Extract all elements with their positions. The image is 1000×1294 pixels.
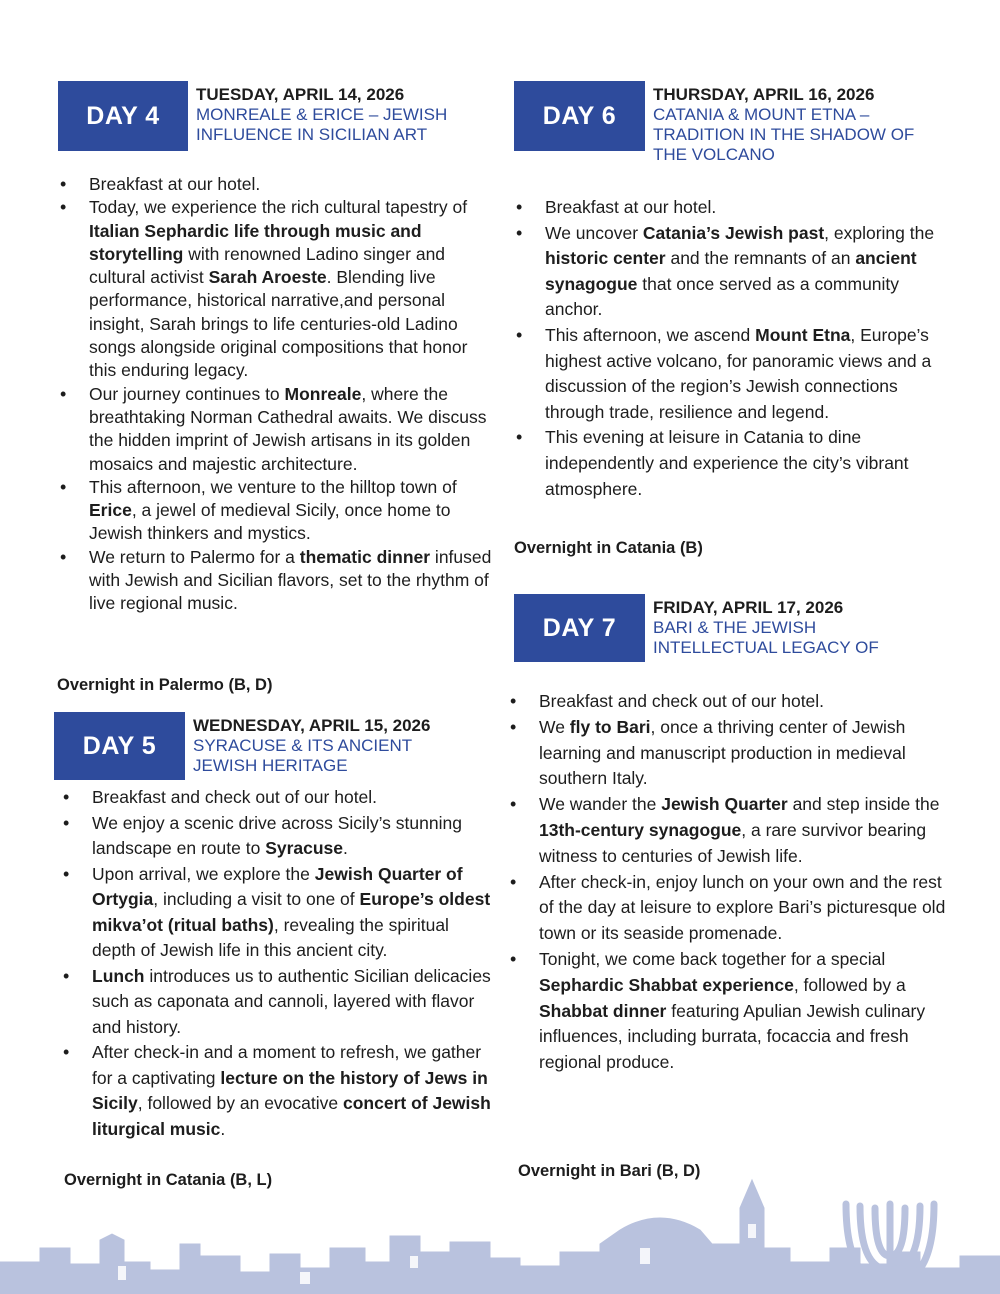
- activity-text: This afternoon, we venture to the hilltop town of: [89, 476, 457, 497]
- day-6-activity-list: [512, 195, 952, 502]
- activity-item: [56, 173, 496, 196]
- day-4-date: TUESDAY, APRIL 14, 2026: [196, 85, 405, 104]
- activity-item: [56, 476, 496, 546]
- activity-highlight: concert of Jewish liturgical music: [92, 1093, 491, 1139]
- activity-text: , where the breathtaking Norman Cathedral awaits. We discuss the hidden imprint of Jewish artisans in its golden mosaics and majestic architecture.: [89, 383, 487, 474]
- activity-text: .: [343, 838, 348, 858]
- day-4-badge: DAY 4: [58, 81, 188, 151]
- activity-text: and the remnants of an: [665, 248, 856, 269]
- activity-item: [506, 689, 954, 715]
- activity-text: , exploring the: [824, 222, 935, 243]
- activity-text: .: [220, 1118, 226, 1139]
- activity-highlight: ancient synagogue: [545, 248, 917, 294]
- day-7-header: [514, 594, 954, 662]
- activity-text: with renowned Ladino singer and cultural activist: [89, 243, 446, 288]
- day-4-subtitle-line-2: INFLUENCE IN SICILIAN ART: [196, 125, 428, 144]
- activity-item: [56, 196, 496, 382]
- activity-highlight: fly to Bari: [569, 716, 651, 737]
- activity-text: , once a thriving center of Jewish learning and manuscript production in medieval southern Italy.: [539, 716, 906, 789]
- activity-item: [506, 715, 954, 792]
- day-6-subtitle-line-2: TRADITION IN THE SHADOW OF: [653, 125, 915, 144]
- activity-text: introduces us to authentic Sicilian delicacies such as caponata and cannoli, layered with flavor and history.: [92, 965, 491, 1037]
- activity-item: [59, 964, 494, 1041]
- activity-item: [59, 785, 494, 811]
- day-4-overnight: Overnight in Palermo (B, D): [57, 676, 273, 694]
- activity-text: After check-in, enjoy lunch on your own and the rest of the day at leisure to explore Bari’s picturesque old town or its seaside promenade.: [539, 871, 946, 944]
- activity-highlight: historic center: [545, 248, 666, 269]
- activity-item: [59, 811, 494, 862]
- day-5-subtitle-line-2: JEWISH HERITAGE: [193, 756, 348, 775]
- activity-text: , revealing the spiritual depth of Jewish life in this ancient city.: [92, 914, 449, 960]
- activity-item: [56, 383, 496, 476]
- day-4-header: [58, 81, 478, 151]
- activity-text: Today, we experience the rich cultural tapestry of: [89, 197, 468, 218]
- day-6-subtitle-line-1: CATANIA & MOUNT ETNA –: [653, 105, 870, 124]
- day-5-overnight: Overnight in Catania (B, L): [64, 1171, 273, 1189]
- activity-text: featuring Apulian Jewish culinary influences, including burrata, focaccia and fresh regional produce.: [539, 1000, 926, 1073]
- day-5-badge: DAY 5: [54, 712, 185, 780]
- activity-text: , a jewel of medieval Sicily, once home to Jewish thinkers and mystics.: [89, 500, 451, 544]
- activity-text: This afternoon, we ascend: [545, 324, 756, 345]
- activity-text: , including a visit to one of: [153, 889, 360, 909]
- day-5-header: [54, 712, 484, 780]
- day-7-badge: DAY 7: [514, 594, 645, 662]
- activity-item: [506, 870, 954, 947]
- day-6-badge: DAY 6: [514, 81, 645, 151]
- day-6-subtitle-line-3: THE VOLCANO: [653, 145, 775, 164]
- day-7-date: FRIDAY, APRIL 17, 2026: [653, 598, 844, 617]
- activity-item: [59, 1040, 494, 1142]
- activity-item: [512, 221, 952, 323]
- activity-highlight: 13th-century synagogue: [539, 819, 742, 840]
- activity-highlight: Jewish Quarter of Ortygia: [92, 863, 463, 909]
- activity-text: We: [539, 716, 570, 737]
- day-5-date: WEDNESDAY, APRIL 15, 2026: [193, 716, 431, 735]
- activity-highlight: Mount Etna: [755, 324, 851, 345]
- day-4-subtitle-line-1: MONREALE & ERICE – JEWISH: [196, 105, 448, 124]
- day-5-subtitle-line-1: SYRACUSE & ITS ANCIENT: [193, 736, 413, 755]
- activity-text: , Europe’s highest active volcano, for panoramic views and a discussion of the region’s Jewish connections through trade, resilience and legend.: [545, 324, 932, 422]
- day-6-date: THURSDAY, APRIL 16, 2026: [653, 85, 875, 104]
- activity-text: Breakfast and check out of our hotel.: [539, 691, 825, 711]
- activity-text: We return to Palermo for a: [89, 546, 300, 567]
- activity-item: [512, 323, 952, 425]
- activity-highlight: Lunch: [92, 965, 145, 986]
- activity-highlight: Italian Sephardic life through music and storytelling: [89, 220, 422, 264]
- activity-text: Breakfast and check out of our hotel.: [92, 787, 378, 807]
- activity-text: This evening at leisure in Catania to dine independently and experience the city’s vibrant atmosphere.: [545, 427, 909, 499]
- activity-text: We enjoy a scenic drive across Sicily’s stunning landscape en route to: [92, 812, 462, 858]
- activity-text: Breakfast at our hotel.: [89, 174, 261, 194]
- activity-highlight: thematic dinner: [299, 546, 431, 567]
- activity-item: [506, 792, 954, 869]
- activity-highlight: Jewish Quarter: [661, 794, 788, 815]
- activity-text: infused with Jewish and Sicilian flavors, set to the rhythm of live regional music.: [89, 546, 492, 614]
- activity-highlight: Monreale: [284, 383, 362, 404]
- day-5-activity-list: [59, 785, 494, 1142]
- activity-text: , followed by an evocative: [137, 1093, 343, 1113]
- activity-item: [56, 546, 496, 616]
- day-6-header: [514, 81, 954, 164]
- activity-highlight: Sephardic Shabbat experience: [539, 974, 794, 995]
- activity-item: [59, 862, 494, 964]
- activity-item: [512, 425, 952, 502]
- activity-text: Our journey continues to: [89, 383, 285, 404]
- city-skyline-illustration: [0, 1144, 1000, 1294]
- day-7-subtitle-line-1: BARI & THE JEWISH: [653, 618, 817, 637]
- activity-highlight: lecture on the history of Jews in Sicily: [92, 1067, 488, 1113]
- activity-highlight: Europe’s oldest mikva’ot (ritual baths): [92, 889, 491, 935]
- day-7-activity-list: [506, 689, 954, 1076]
- activity-highlight: Catania’s Jewish past: [642, 222, 825, 243]
- activity-text: Breakfast at our hotel.: [545, 197, 717, 217]
- activity-text: , followed by a: [793, 974, 906, 995]
- day-7-subtitle-line-2: INTELLECTUAL LEGACY OF: [653, 638, 879, 657]
- activity-highlight: Syracuse: [265, 838, 344, 858]
- activity-text: Upon arrival, we explore the: [92, 863, 315, 884]
- activity-text: After check-in and a moment to refresh, we gather for a captivating: [92, 1042, 482, 1088]
- activity-item: [512, 195, 952, 221]
- activity-text: We wander the: [539, 794, 662, 815]
- activity-text: and step inside the: [787, 794, 940, 815]
- activity-highlight: Shabbat dinner: [539, 1000, 667, 1021]
- activity-highlight: Sarah Aroeste: [208, 267, 327, 288]
- day-6-overnight: Overnight in Catania (B): [514, 539, 703, 557]
- activity-text: that once served as a community anchor.: [545, 273, 900, 320]
- activity-text: , a rare survivor bearing witness to centuries of Jewish life.: [539, 819, 927, 866]
- day-7-overnight: Overnight in Bari (B, D): [518, 1162, 701, 1180]
- activity-item: [506, 947, 954, 1076]
- activity-text: We uncover: [545, 222, 643, 243]
- activity-text: Tonight, we come back together for a special: [539, 948, 886, 969]
- activity-text: . Blending live performance, historical narrative,and personal insight, Sarah brings to life centuries-old Ladino songs alongside original compositions that honor this enduring legacy.: [89, 267, 468, 381]
- activity-highlight: Erice: [89, 500, 132, 521]
- day-4-activity-list: [56, 173, 496, 616]
